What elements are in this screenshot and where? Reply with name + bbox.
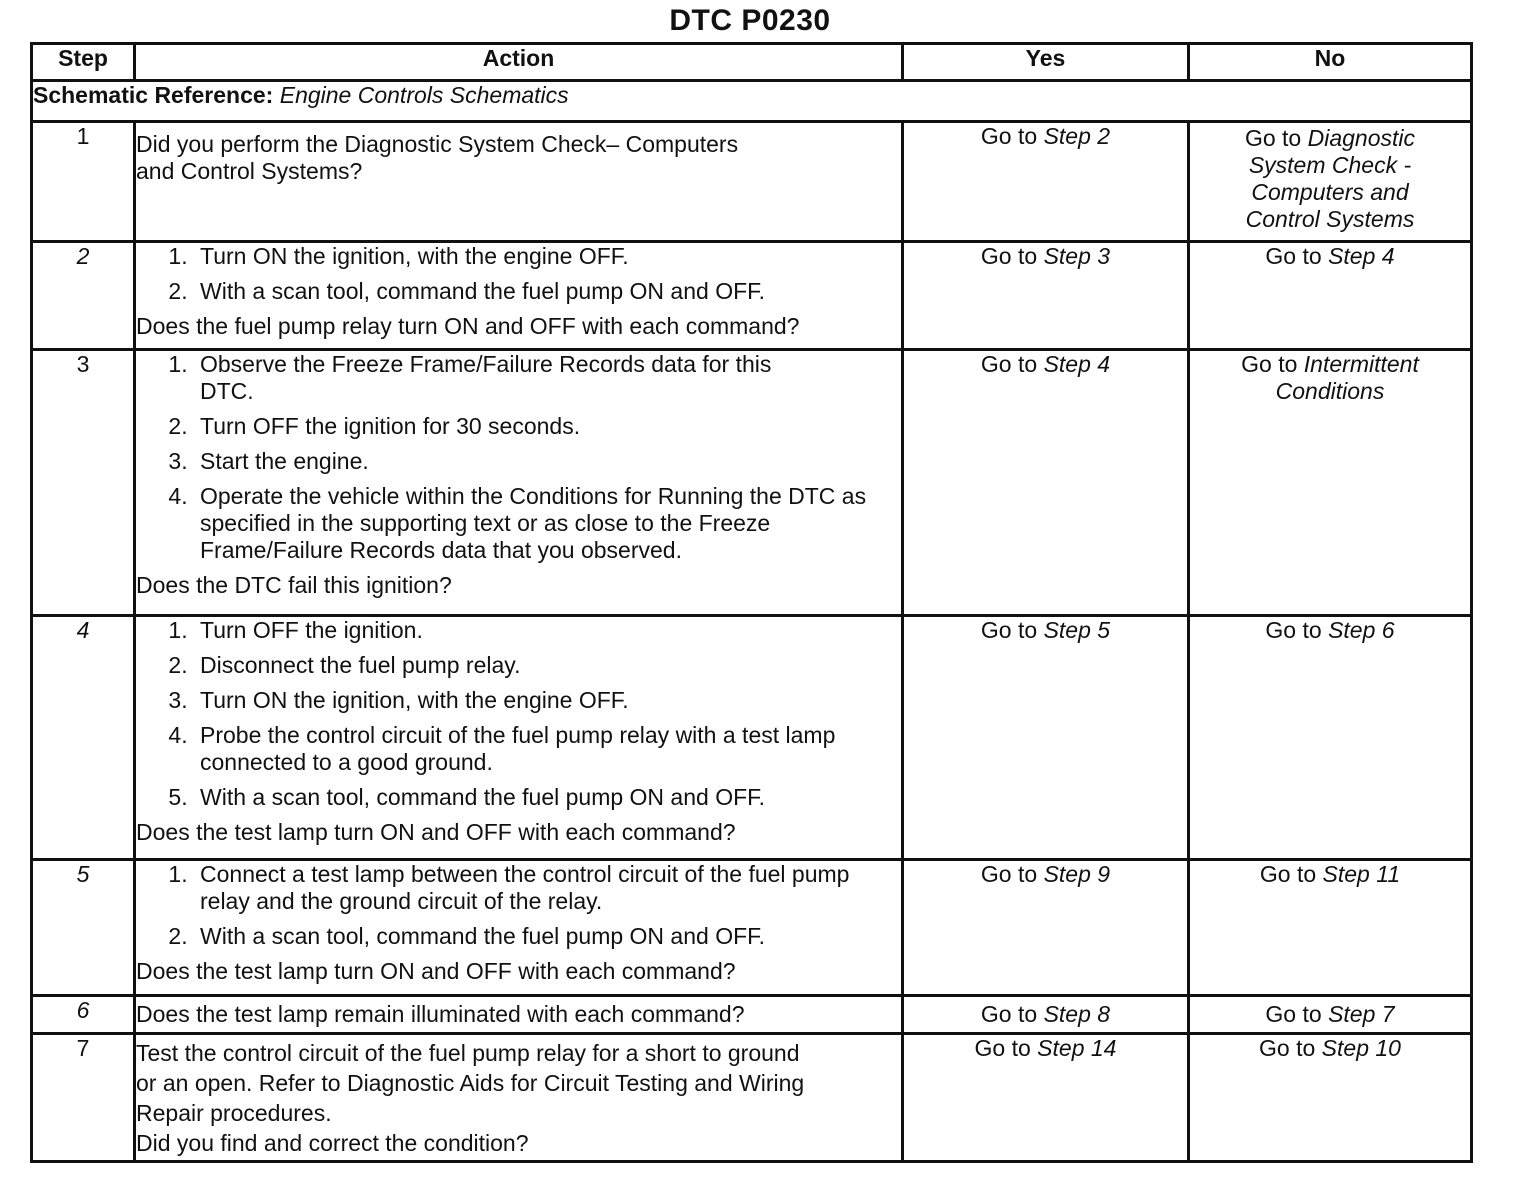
header-step: Step [32,44,135,81]
yes-cell [903,122,1189,242]
action-text: Test the control circuit of the fuel pump relay for a short to ground [136,1040,800,1066]
goto-text: Go to [1241,351,1298,377]
goto-text: Go to [980,351,1038,377]
action-item: 2. Disconnect the fuel pump relay. [194,652,901,679]
no-link-line[interactable]: Control Systems [1245,206,1415,232]
no-cell [1189,616,1472,860]
goto-text: Go to [1265,1001,1322,1027]
action-cell [135,242,903,350]
step-number: 4 [32,616,135,860]
header-row [32,44,1472,81]
schematic-reference [32,81,1472,122]
action-item: 3. Turn ON the ignition, with the engine OFF. [194,687,901,714]
step-number: 3 [32,350,135,616]
action-list [136,617,901,811]
action-question: Does the test lamp turn ON and OFF with each command? [136,958,736,984]
no-link[interactable]: Step 11 [1322,861,1401,887]
action-item: 4. Operate the vehicle within the Conditions for Running the DTC as specified in the supporting text or as close to the Freeze Frame/Failure Records data that you observed. [194,483,901,564]
no-link[interactable]: Step 6 [1328,617,1395,643]
no-link[interactable]: Step 4 [1328,243,1395,269]
table-row [32,242,1472,350]
action-item: 1. Connect a test lamp between the control circuit of the fuel pump relay and the ground circuit of the relay. [194,861,901,915]
action-question: Did you find and correct the condition? [136,1130,529,1156]
action-cell [135,350,903,616]
yes-cell [903,350,1189,616]
no-cell [1189,996,1472,1034]
no-link-line[interactable]: System Check - [1248,152,1412,178]
goto-text: Go to [980,243,1038,269]
no-cell [1189,350,1472,616]
goto-text: Go to [980,1001,1038,1027]
action-item: 1. Turn ON the ignition, with the engine OFF. [194,243,901,270]
action-text: Did you perform the Diagnostic System Check– Computers [136,131,739,157]
yes-cell [903,242,1189,350]
goto-text: Go to [980,123,1038,149]
action-cell [135,122,903,242]
no-cell [1189,860,1472,996]
no-link[interactable]: Intermittent [1303,351,1419,377]
yes-link[interactable]: Step 3 [1043,243,1111,269]
yes-cell [903,616,1189,860]
header-no: No [1189,44,1472,81]
yes-link[interactable]: Step 4 [1043,351,1111,377]
table-row [32,616,1472,860]
yes-link[interactable]: Step 5 [1043,617,1111,643]
action-item: 2. Turn OFF the ignition for 30 seconds. [194,413,901,440]
action-cell [135,1034,903,1162]
yes-link[interactable]: Step 14 [1037,1035,1117,1061]
table-row [32,1034,1472,1162]
action-text: or an open. Refer to Diagnostic Aids for Circuit Testing and Wiring [136,1070,805,1096]
action-question: Does the fuel pump relay turn ON and OFF with each command? [136,313,800,339]
action-question: Does the test lamp remain illuminated with each command? [136,1001,745,1027]
action-list [136,351,901,564]
action-cell [135,996,903,1034]
action-question: Does the DTC fail this ignition? [136,572,452,598]
action-text: Repair procedures. [136,1100,332,1126]
table-row [32,122,1472,242]
yes-cell [903,1034,1189,1162]
step-number: 7 [32,1034,135,1162]
schematic-label: Schematic Reference: [33,82,274,108]
action-list [136,243,901,305]
action-list [136,861,901,950]
schematic-link[interactable]: Engine Controls Schematics [279,82,569,108]
action-cell [135,860,903,996]
goto-text: Go to [1265,243,1322,269]
goto-text: Go to [974,1035,1031,1061]
goto-text: Go to [1244,125,1302,151]
yes-link[interactable]: Step 8 [1043,1001,1111,1027]
goto-text: Go to [1265,617,1322,643]
step-number: 1 [32,122,135,242]
no-link-line[interactable]: Conditions [1275,378,1385,404]
page-title: DTC P0230 [669,4,831,37]
action-question: Does the test lamp turn ON and OFF with each command? [136,819,736,845]
no-cell [1189,122,1472,242]
step-number: 2 [32,242,135,350]
goto-text: Go to [980,617,1038,643]
diagnostic-table [30,42,1473,1163]
header-yes: Yes [903,44,1189,81]
yes-cell [903,860,1189,996]
no-cell [1189,1034,1472,1162]
no-link-line[interactable]: Computers and [1251,179,1409,205]
action-item: 2. With a scan tool, command the fuel pump ON and OFF. [194,923,901,950]
yes-link[interactable]: Step 2 [1043,123,1111,149]
step-number: 6 [32,996,135,1034]
goto-text: Go to [1259,861,1317,887]
goto-text: Go to [980,861,1038,887]
yes-cell [903,996,1189,1034]
action-text: and Control Systems? [136,158,363,184]
header-action: Action [135,44,903,81]
table-row [32,996,1472,1034]
action-item: 1. Turn OFF the ignition. [194,617,901,644]
action-item: 1. Observe the Freeze Frame/Failure Records data for this DTC. [194,351,901,405]
no-link[interactable]: Step 10 [1321,1035,1401,1061]
action-item: 5. With a scan tool, command the fuel pump ON and OFF. [194,784,901,811]
no-link[interactable]: Step 7 [1328,1001,1395,1027]
table-row [32,350,1472,616]
no-cell [1189,242,1472,350]
schematic-row [32,81,1472,122]
yes-link[interactable]: Step 9 [1043,861,1111,887]
action-item: 3. Start the engine. [194,448,901,475]
action-item: 4. Probe the control circuit of the fuel pump relay with a test lamp connected to a good ground. [194,722,901,776]
step-number: 5 [32,860,135,996]
action-cell [135,616,903,860]
goto-text: Go to [1259,1035,1316,1061]
no-link[interactable]: Diagnostic [1307,125,1416,151]
table-row [32,860,1472,996]
action-item: 2. With a scan tool, command the fuel pump ON and OFF. [194,278,901,305]
